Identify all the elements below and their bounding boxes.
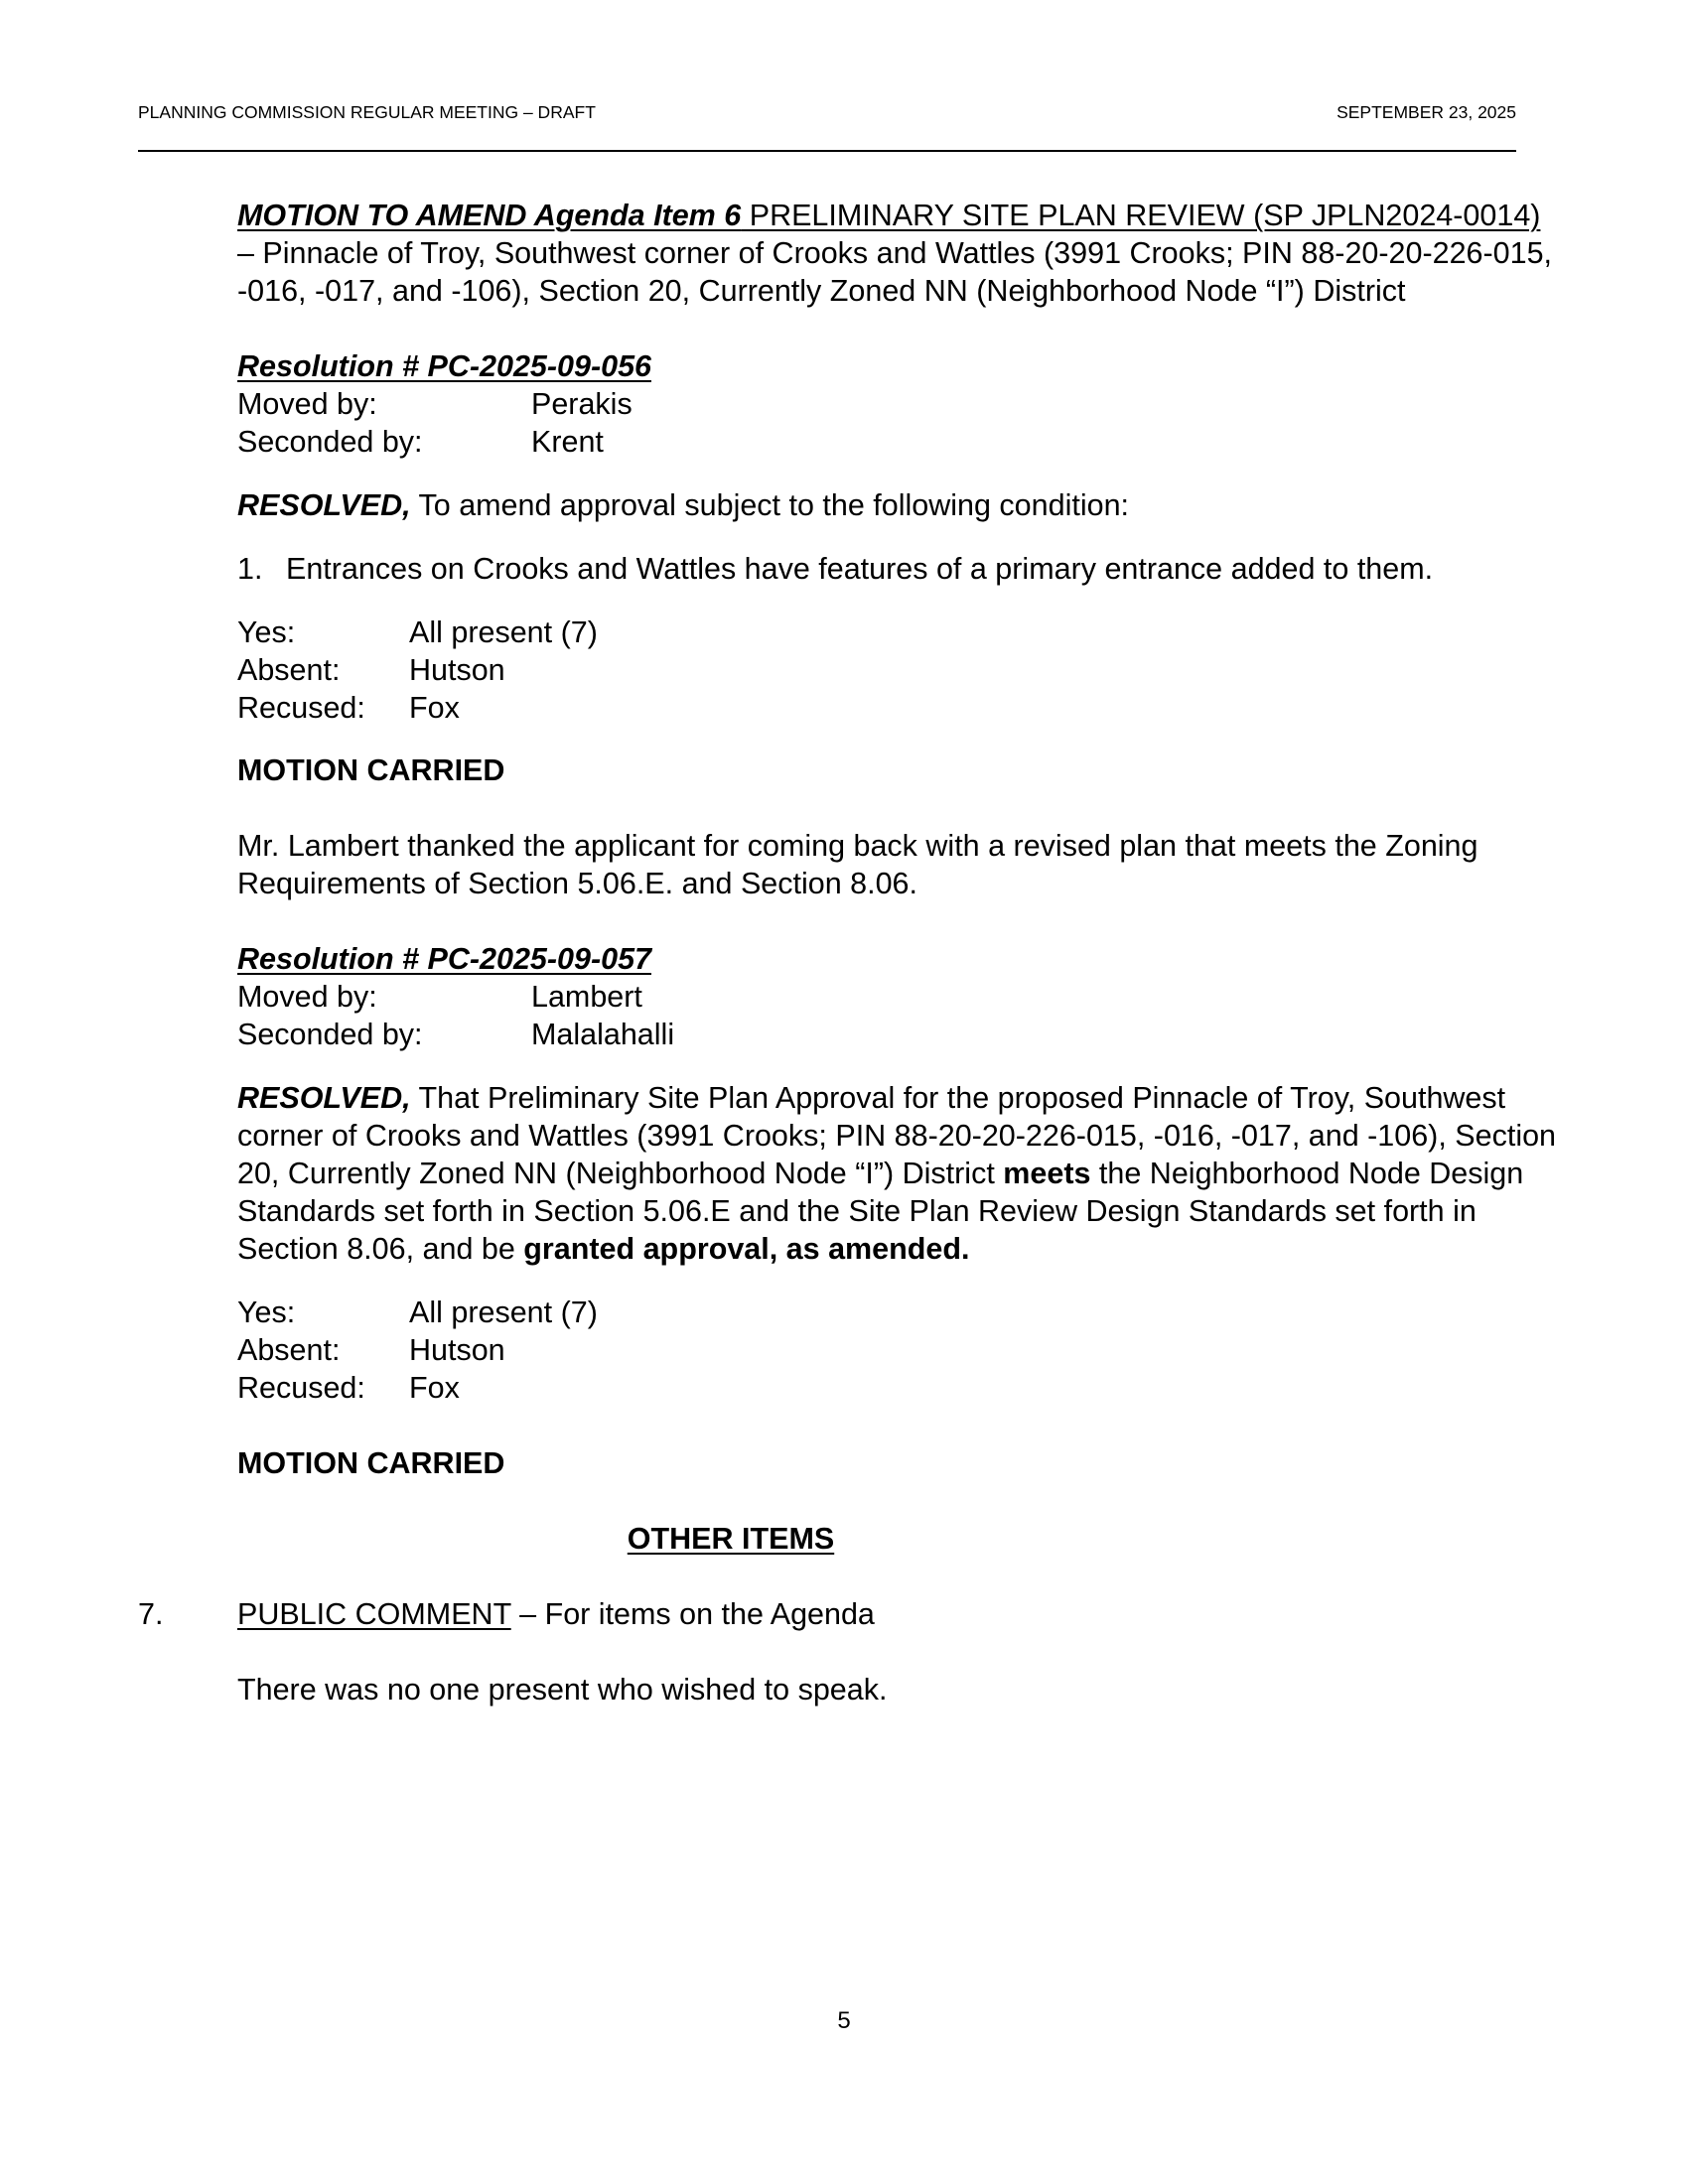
condition-item <box>237 550 1558 588</box>
moved-by-row <box>237 385 1558 423</box>
resolved-text-part-1: That Preliminary Site Plan Approval for the proposed Pinnacle of Troy, Southwest corner of Crooks and Wattles (3991 Crooks; PIN 88-20-20-226-015, -016, -017, and -106), Section 20, Currently Zoned NN (Neighborhood Node “I”) District <box>237 1081 1557 1190</box>
seconded-by-row <box>237 423 1558 461</box>
agenda-item-description: – Pinnacle of Troy, Southwest corner of Crooks and Wattles (3991 Crooks; PIN 88-20-20-226-015, -016, -017, and -106), Section 20, Currently Zoned NN (Neighborhood Node “I”) District <box>237 236 1553 308</box>
seconded-by-label: Seconded by: <box>237 1018 423 1051</box>
vote-absent-label: Absent: <box>237 653 341 687</box>
page-number: 5 <box>837 2007 851 2034</box>
resolved-clause <box>237 1079 1558 1268</box>
agenda-item-title: PUBLIC COMMENT <box>237 1597 511 1631</box>
resolved-emphasis-meets: meets <box>1003 1157 1091 1190</box>
commissioner-comment: Mr. Lambert thanked the applicant for coming back with a revised plan that meets the Zoning Requirements of Section 5.06.E. and Section 8.06. <box>237 829 1478 900</box>
vote-absent-value: Hutson <box>409 1333 505 1367</box>
resolved-label: RESOLVED, <box>237 1081 411 1115</box>
resolved-text-part-2: the Neighborhood Node Design Standards set forth in Section 5.06.E and the Site Plan Review Design Standards set forth in Section 8.06, and be <box>237 1157 1524 1266</box>
moved-by-row <box>237 978 1558 1016</box>
resolved-label: RESOLVED, <box>237 488 411 522</box>
moved-by-label: Moved by: <box>237 387 377 421</box>
vote-tally <box>237 1294 1558 1407</box>
seconded-by-row <box>237 1016 1558 1053</box>
header-divider <box>138 150 1516 152</box>
vote-yes-label: Yes: <box>237 1296 296 1329</box>
other-items-heading: OTHER ITEMS <box>627 1522 835 1556</box>
resolution-056 <box>237 310 1558 789</box>
moved-by-value: Perakis <box>531 387 633 421</box>
header-meeting-date: SEPTEMBER 23, 2025 <box>1336 102 1516 122</box>
agenda-item-7 <box>138 1595 1558 1633</box>
moved-by-label: Moved by: <box>237 980 377 1014</box>
vote-absent-label: Absent: <box>237 1333 341 1367</box>
vote-recused-label: Recused: <box>237 691 365 725</box>
seconded-by-value: Krent <box>531 425 604 459</box>
agenda-item-number: 7. <box>138 1597 164 1631</box>
vote-recused-value: Fox <box>409 1371 460 1405</box>
other-items-heading-wrap <box>0 1520 1223 1558</box>
motion-to-amend-heading <box>237 197 1558 310</box>
vote-yes-value: All present (7) <box>409 615 598 649</box>
resolved-text: To amend approval subject to the following condition: <box>410 488 1129 522</box>
motion-result: MOTION CARRIED <box>237 753 505 787</box>
document-body <box>138 197 1558 1708</box>
condition-number: 1. <box>237 552 263 586</box>
motion-to-amend-label: MOTION TO AMEND Agenda Item 6 <box>237 199 742 232</box>
vote-yes-value: All present (7) <box>409 1296 598 1329</box>
seconded-by-value: Malalahalli <box>531 1018 675 1051</box>
vote-recused-value: Fox <box>409 691 460 725</box>
motion-result: MOTION CARRIED <box>237 1446 505 1480</box>
moved-by-value: Lambert <box>531 980 642 1014</box>
vote-absent-value: Hutson <box>409 653 505 687</box>
resolution-number: Resolution # PC-2025-09-057 <box>237 942 651 976</box>
resolution-057 <box>237 902 1558 1482</box>
vote-tally <box>237 614 1558 727</box>
condition-text: Entrances on Crooks and Wattles have features of a primary entrance added to them. <box>286 552 1434 586</box>
resolution-number: Resolution # PC-2025-09-056 <box>237 349 651 383</box>
vote-recused-label: Recused: <box>237 1371 365 1405</box>
agenda-item-subtitle: – For items on the Agenda <box>510 1597 875 1631</box>
resolved-clause <box>237 486 1558 524</box>
resolved-emphasis-approval: granted approval, as amended. <box>523 1232 970 1266</box>
seconded-by-label: Seconded by: <box>237 425 423 459</box>
vote-yes-label: Yes: <box>237 615 296 649</box>
agenda-item-body: There was no one present who wished to speak. <box>237 1673 888 1706</box>
agenda-item-title: PRELIMINARY SITE PLAN REVIEW (SP JPLN2024-0014) <box>741 199 1541 232</box>
header-meeting-title: PLANNING COMMISSION REGULAR MEETING – DRAFT <box>138 102 596 122</box>
